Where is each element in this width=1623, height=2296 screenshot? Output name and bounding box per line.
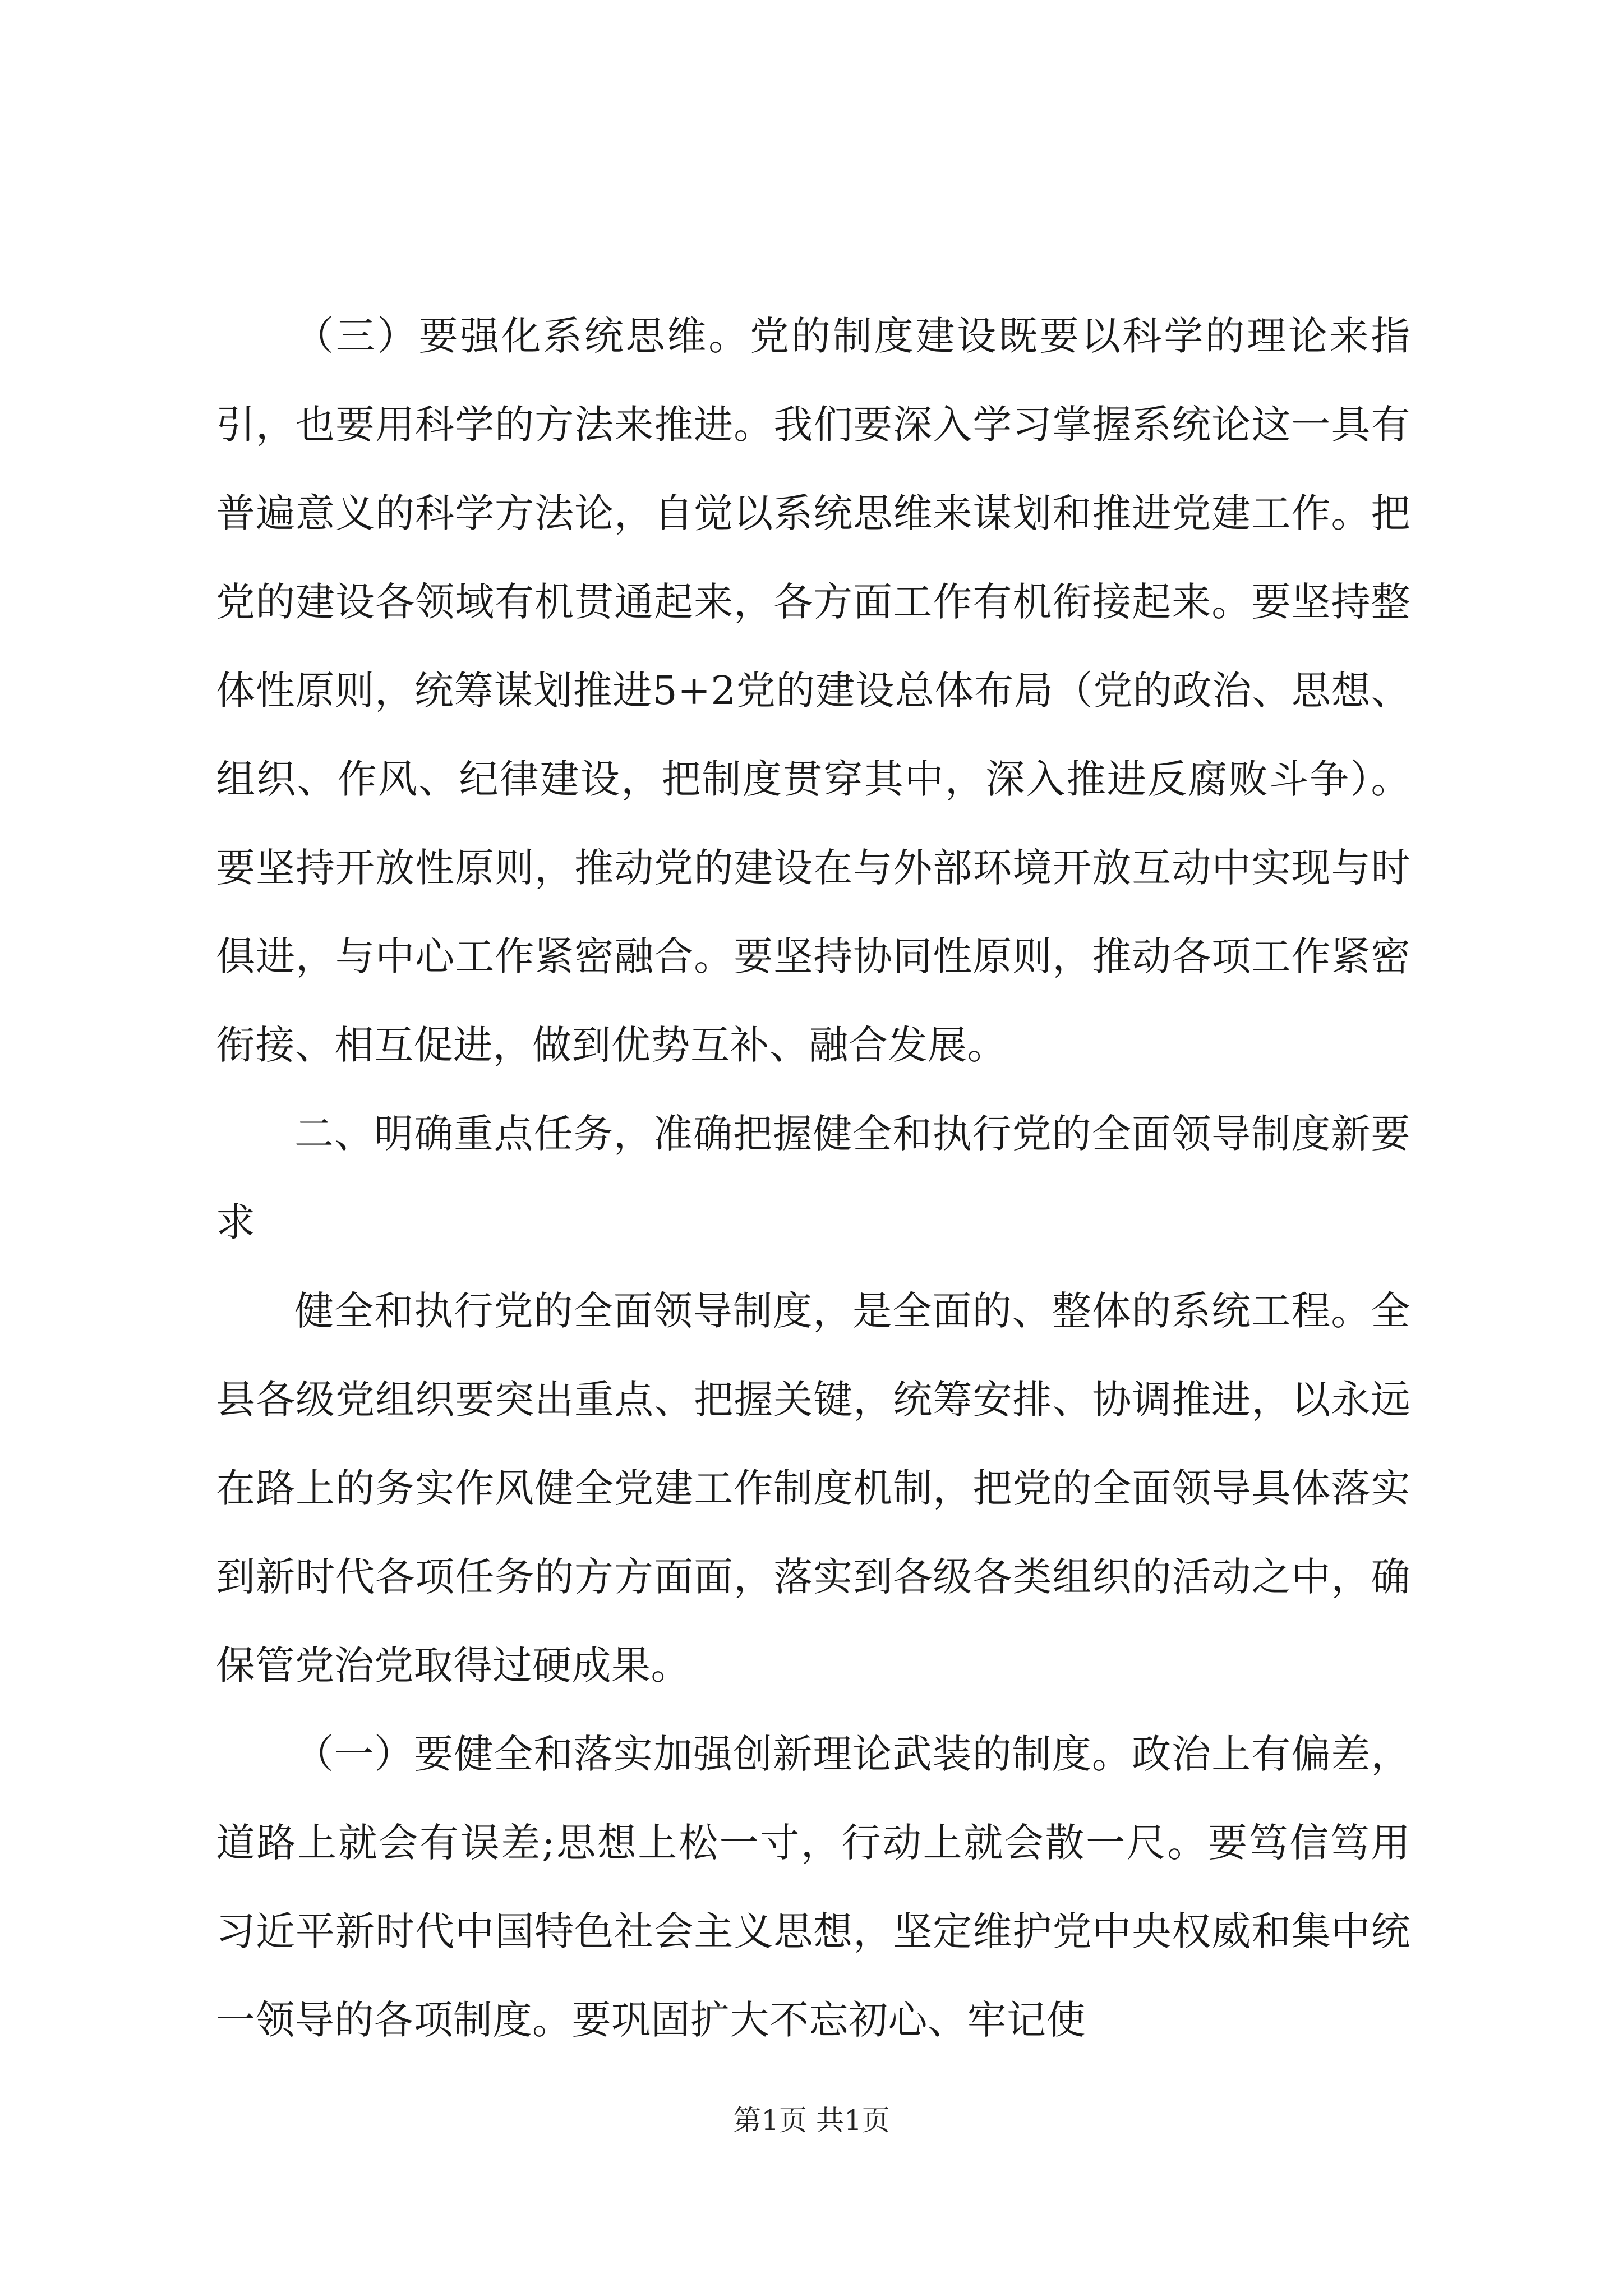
paragraph-leadership-system: 健全和执行党的全面领导制度，是全面的、整体的系统工程。全县各级党组织要突出重点、把握关键，统筹安排、协调推进，以永远在路上的务实作风健全党建工作制度机制，把党的全面领导具体落实到新时代各项任务的方方面面，落实到各级各类组织的活动之中，确保管党治党取得过硬成果。 xyxy=(216,1288,1410,1688)
document-body xyxy=(216,292,1410,2064)
paragraph-theory-armament: （一）要健全和落实加强创新理论武装的制度。政治上有偏差，道路上就会有误差;思想上松一寸，行动上就会散一尺。要笃信笃用习近平新时代中国特色社会主义思想，坚定维护党中央权威和集中统一领导的各项制度。要巩固扩大不忘初心、牢记使 xyxy=(216,1731,1410,2043)
page-footer: 第1页 共1页 xyxy=(733,2104,890,2137)
section-heading-two: 二、明确重点任务，准确把握健全和执行党的全面领导制度新要求 xyxy=(216,1111,1410,1245)
paragraph-systems-thinking: （三）要强化系统思维。党的制度建设既要以科学的理论来指引，也要用科学的方法来推进。我们要深入学习掌握系统论这一具有普遍意义的科学方法论，自觉以系统思维来谋划和推进党建工作。把党的建设各领域有机贯通起来，各方面工作有机衔接起来。要坚持整体性原则，统筹谋划推进5+2党的建设总体布局（党的政治、思想、组织、作风、纪律建设，把制度贯穿其中，深入推进反腐败斗争）。要坚持开放性原则，推动党的建设在与外部环境开放互动中实现与时俱进，与中心工作紧密融合。要坚持协同性原则，推动各项工作紧密衔接、相互促进，做到优势互补、融合发展。 xyxy=(216,313,1410,1068)
